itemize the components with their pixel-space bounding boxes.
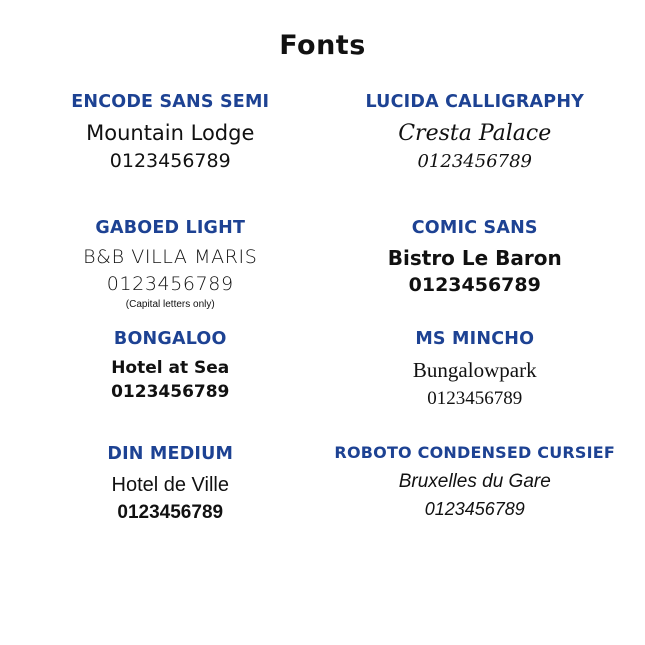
font-sample-gaboed-light [18,213,323,320]
row-spacer [323,421,628,439]
font-name: GABOED LIGHT [95,217,246,238]
font-name: ENCODE SANS SEMI [71,92,270,112]
font-name: DIN MEDIUM [107,444,234,465]
font-sample-roboto-condensed-cursief [323,439,628,535]
font-grid [0,87,645,536]
font-sample-digits: 0123456789 [408,274,541,297]
font-sample-lucida-calligraphy [323,87,628,185]
font-sample-note: (Capital letters only) [125,298,215,310]
font-sample-digits: 0123456789 [106,273,234,296]
font-sample-digits: 0123456789 [109,150,231,173]
font-sample-bongaloo [18,324,323,422]
font-sample-word: Bungalowpark [412,357,537,382]
font-sample-digits: 0123456789 [427,387,523,409]
font-sample-word: B&B VILLA MARIS [83,246,258,269]
font-sample-digits: 0123456789 [424,498,525,519]
row-spacer [18,421,323,439]
font-name: BONGALOO [113,328,227,349]
font-sample-word: Cresta Palace [398,120,552,146]
font-name: ROBOTO CONDENSED CURSIEF [334,443,616,463]
font-sample-word: Bistro Le Baron [387,246,562,271]
font-sample-digits: 0123456789 [117,502,224,524]
page-title: Fonts [279,30,366,61]
font-name: COMIC SANS [411,217,538,238]
font-name: MS MINCHO [415,328,535,349]
font-sample-word: Hotel de Ville [111,474,229,497]
font-name: LUCIDA CALLIGRAPHY [365,92,585,112]
row-spacer [18,185,323,213]
font-sample-word: Mountain Lodge [86,120,255,145]
font-sample-din-medium [18,439,323,535]
font-sample-encode-sans-semi [18,87,323,185]
font-sample-digits: 0123456789 [111,381,230,402]
font-sample-ms-mincho [323,324,628,422]
font-sample-comic-sans [323,213,628,320]
row-spacer [323,185,628,213]
font-sample-word: Hotel at Sea [111,357,230,378]
font-sample-digits: 0123456789 [417,151,533,173]
font-sample-word: Bruxelles du Gare [398,471,551,493]
